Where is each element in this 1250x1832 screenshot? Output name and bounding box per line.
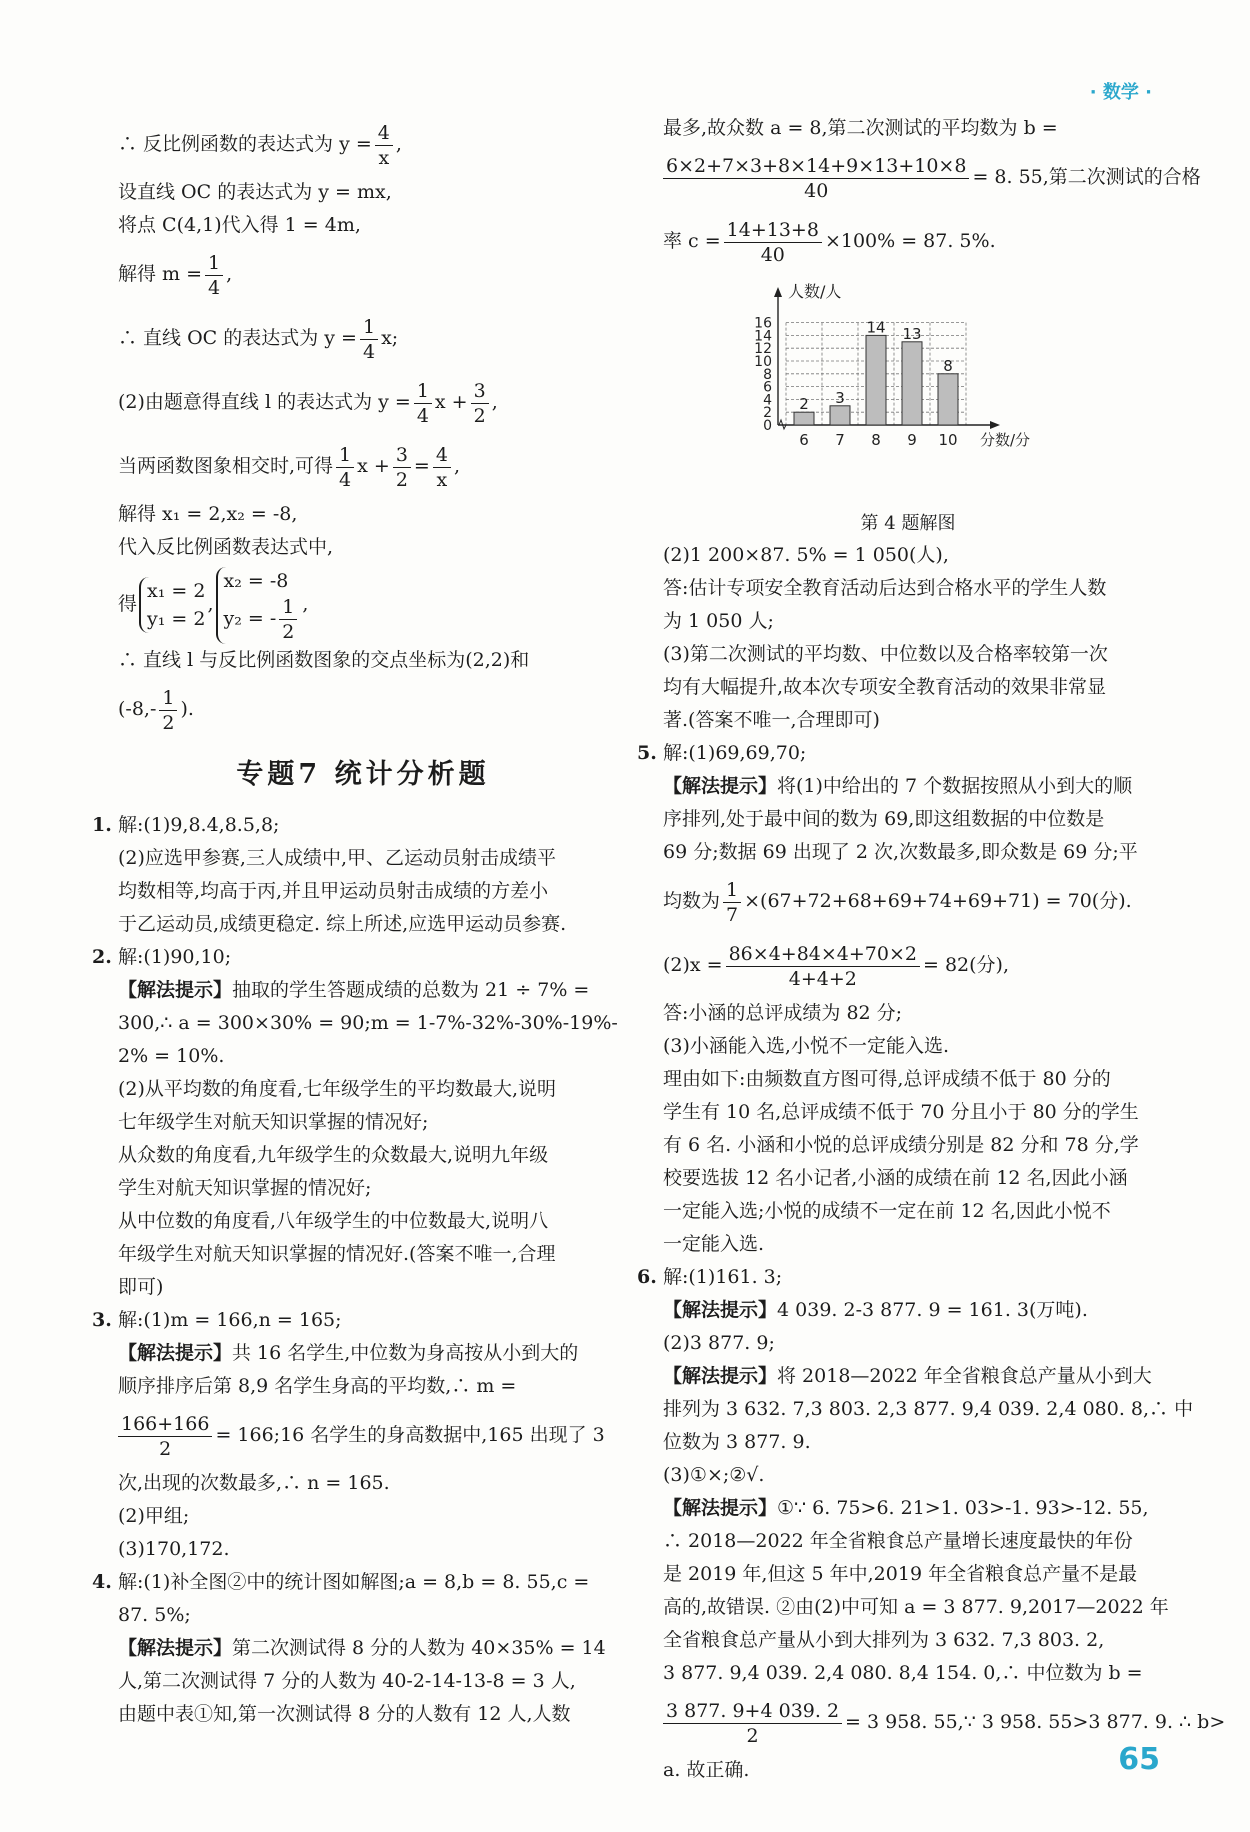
text-line: (-8,- $\frac{1}{2}$ ). <box>118 686 194 734</box>
text-line: 解:(1)90,10; <box>118 946 232 968</box>
question-6 <box>637 1261 1226 1787</box>
question-number: 1. <box>92 814 112 836</box>
question-1 <box>92 809 608 941</box>
text-line: (3)小涵能入选,小悦不一定能入选. <box>663 1035 949 1057</box>
solution-hint-label: 【解法提示】 <box>118 979 233 1001</box>
y-tick-label: 10 <box>754 354 772 370</box>
question-2 <box>92 941 618 1304</box>
text-line: 由题中表①知,第一次测试得 8 分的人数有 12 人,人数 <box>118 1703 571 1725</box>
y-tick-label: 12 <box>754 341 772 358</box>
x-tick-label: 6 <box>799 431 809 449</box>
bar <box>794 412 814 425</box>
page-number: 65 <box>1118 1742 1160 1777</box>
text-line: $\frac{3 877. 9+4 039. 2}{2}$ = 3 958. 55,∵ 3 958. 55>3 877. 9. ∴ b> <box>663 1690 1153 1754</box>
text-line: 人,第二次测试得 7 分的人数为 40-2-14-13-8 = 3 人, <box>118 1670 576 1692</box>
text-line: (3)170,172. <box>118 1538 230 1560</box>
y-axis-arrow <box>774 287 782 297</box>
text-line: 解:(1)69,69,70; <box>663 742 807 764</box>
y-tick-label: 6 <box>763 379 772 396</box>
question-5 <box>637 737 1153 1261</box>
text-line: 即可) <box>118 1276 164 1298</box>
text-line: 【解法提示】4 039. 2-3 877. 9 = 161. 3(万吨). <box>663 1299 1088 1321</box>
solution-hint-label: 【解法提示】 <box>118 1637 233 1659</box>
text-line: 均有大幅提升,故本次专项安全教育活动的效果非常显 <box>663 676 1107 698</box>
text-line: 学生有 10 名,总评成绩不低于 70 分且小于 80 分的学生 <box>663 1101 1139 1123</box>
text-line: 解:(1)161. 3; <box>663 1266 783 1288</box>
question-number: 4. <box>92 1571 112 1593</box>
question-number: 5. <box>637 742 657 764</box>
y-tick-label: 2 <box>763 405 772 422</box>
y-tick-label: 16 <box>754 315 772 332</box>
text-line: 有 6 名. 小涵和小悦的总评成绩分别是 82 分和 78 分,学 <box>663 1134 1139 1156</box>
x-tick-label: 8 <box>871 431 881 449</box>
text-line: 300,∴ a = 300×30% = 90;m = 1-7%-32%-30%-19%- <box>118 1012 618 1034</box>
text-line: ∴ 2018—2022 年全省粮食总产量增长速度最快的年份 <box>663 1530 1133 1552</box>
text-line: 【解法提示】共 16 名学生,中位数为身高按从小到大的 <box>118 1342 579 1364</box>
text-line: 均数相等,均高于丙,并且甲运动员射击成绩的方差小 <box>118 880 549 902</box>
solution-hint-label: 【解法提示】 <box>663 775 778 797</box>
text-line: 69 分;数据 69 出现了 2 次,次数最多,即众数是 69 分;平 <box>663 841 1138 863</box>
text-line: (2)从平均数的角度看,七年级学生的平均数最大,说明 <box>118 1078 556 1100</box>
text-line: ∴ 直线 l 与反比例函数图象的交点坐标为(2,2)和 <box>118 649 530 671</box>
y-axis-title: 人数/人 <box>788 282 842 301</box>
text-line: 2% = 10%. <box>118 1045 225 1067</box>
text-line: (2)由题意得直线 l 的表达式为 y = $\frac{1}{4}$ x + $\frac{3}{2}$ , <box>118 379 498 427</box>
text-line: ∴ 直线 OC 的表达式为 y = $\frac{1}{4}$ x; <box>118 315 399 363</box>
text-line: 解:(1)补全图②中的统计图如解图;a = 8,b = 8. 55,c = <box>118 1571 590 1593</box>
y-tick-label: 0 <box>763 418 772 434</box>
text-line: 答:小涵的总评成绩为 82 分; <box>663 1002 903 1024</box>
text-line: 从众数的角度看,九年级学生的众数最大,说明九年级 <box>118 1144 549 1166</box>
text-line: 一定能入选. <box>663 1233 765 1255</box>
bar <box>830 406 850 425</box>
text-line: 年级学生对航天知识掌握的情况好.(答案不唯一,合理 <box>118 1243 556 1265</box>
solution-hint-label: 【解法提示】 <box>663 1365 778 1387</box>
text-line: 从中位数的角度看,八年级学生的中位数最大,说明八 <box>118 1210 549 1232</box>
text-line: 校要选拔 12 名小记者,小涵的成绩在前 12 名,因此小涵 <box>663 1167 1128 1189</box>
text-line: 均数为 $\frac{1}{7}$ ×(67+72+68+69+74+69+71) = 70(分). <box>663 878 1132 926</box>
text-line: 著.(答案不唯一,合理即可) <box>663 709 880 731</box>
text-line: (2)x = $\frac{86\times 4+84\times 4+70\times 2}{4+4+2}$ = 82(分), <box>663 942 1010 990</box>
x-tick-label: 7 <box>835 431 845 449</box>
text-line: 最多,故众数 a = 8,第二次测试的平均数为 b = <box>663 117 1058 139</box>
text-line: 【解法提示】①∵ 6. 75>6. 21>1. 03>-1. 93>-12. 55, <box>663 1497 1149 1519</box>
text-line: (2)应选甲参赛,三人成绩中,甲、乙运动员射击成绩平 <box>118 847 556 869</box>
text-line: 于乙运动员,成绩更稳定. 综上所述,应选甲运动员参赛. <box>118 913 567 935</box>
text-line: 排列为 3 632. 7,3 803. 2,3 877. 9,4 039. 2,4 080. 8,∴ 中 <box>663 1398 1194 1420</box>
y-tick-label: 14 <box>754 328 772 345</box>
x-tick-label: 9 <box>907 431 917 449</box>
text-line: 为 1 050 人; <box>663 610 774 632</box>
text-line: 【解法提示】抽取的学生答题成绩的总数为 21 ÷ 7% = <box>118 979 590 1001</box>
text-line: 次,出现的次数最多,∴ n = 165. <box>118 1472 390 1494</box>
text-line: 解得 m = $\frac{1}{4}$ , <box>118 251 233 299</box>
bar-chart <box>663 277 1153 507</box>
y-tick-label: 4 <box>763 392 772 409</box>
text-line: $\frac{166+166}{2}$ = 166;16 名学生的身高数据中,165 出现了 3 <box>118 1403 608 1467</box>
text-line: 一定能入选;小悦的成绩不一定在前 12 名,因此小悦不 <box>663 1200 1111 1222</box>
chart-caption: 第 4 题解图 <box>860 513 956 534</box>
bar-value-label: 14 <box>866 318 886 337</box>
text-line: 高的,故错误. ②由(2)中可知 a = 3 877. 9,2017—2022 年 <box>663 1596 1169 1618</box>
text-line: 答:估计专项安全教育活动后达到合格水平的学生人数 <box>663 577 1107 599</box>
text-line: 学生对航天知识掌握的情况好; <box>118 1177 372 1199</box>
text-line: 顺序排序后第 8,9 名学生身高的平均数,∴ m = <box>118 1375 517 1397</box>
section-title: 专题7 统计分析题 <box>236 759 490 790</box>
question-number: 2. <box>92 946 112 968</box>
right-column <box>637 112 1226 1787</box>
text-line: 解:(1)9,8.4,8.5,8; <box>118 814 280 836</box>
bar-value-label: 3 <box>835 388 845 407</box>
bar-chart-svg <box>663 277 1153 507</box>
solution-hint-label: 【解法提示】 <box>663 1299 778 1321</box>
text-line: 解:(1)m = 166,n = 165; <box>118 1309 342 1331</box>
text-line: 3 877. 9,4 039. 2,4 080. 8,4 154. 0,∴ 中位数为 b = <box>663 1662 1143 1684</box>
text-line: 序排列,处于最中间的数为 69,即这组数据的中位数是 <box>663 808 1105 830</box>
text-line: a. 故正确. <box>663 1759 750 1781</box>
text-line: $\frac{6\times 2+7\times 3+8\times 14+9\times 13+10\times 8}{40}$ = 8. 55,第二次测试的合格 <box>663 145 1153 209</box>
text-line: 理由如下:由频数直方图可得,总评成绩不低于 80 分的 <box>663 1068 1111 1090</box>
solution-hint-label: 【解法提示】 <box>663 1497 778 1519</box>
x-axis-title: 分数/分 <box>980 431 1031 449</box>
x-tick-label: 10 <box>938 431 958 449</box>
text-line: 【解法提示】将 2018—2022 年全省粮食总产量从小到大 <box>663 1365 1152 1387</box>
text-line: 设直线 OC 的表达式为 y = mx, <box>118 181 392 203</box>
bar-value-label: 8 <box>943 356 953 375</box>
text-line: 是 2019 年,但这 5 年中,2019 年全省粮食总产量不是最 <box>663 1563 1138 1585</box>
subject-header: · 数学 · <box>1089 82 1152 103</box>
solution-hint-label: 【解法提示】 <box>118 1342 233 1364</box>
text-line: ∴ 反比例函数的表达式为 y = $\frac{4}{x}$ , <box>118 121 402 169</box>
text-line: (3)第二次测试的平均数、中位数以及合格率较第一次 <box>663 643 1108 665</box>
left-column <box>92 112 618 1731</box>
text-line: (2)1 200×87. 5% = 1 050(人), <box>663 544 949 566</box>
text-line: 解得 x₁ = 2,x₂ = -8, <box>118 503 298 525</box>
bar <box>902 342 922 425</box>
x-axis-arrow <box>990 421 1000 429</box>
text-line: 87. 5%; <box>118 1604 191 1626</box>
question-number: 6. <box>637 1266 657 1288</box>
text-line: 得 x₁ = 2 y₁ = 2 , x₂ = -8 y₂ = - $\frac{1}{2}$ , <box>118 564 608 644</box>
bar <box>866 335 886 425</box>
text-line: (3)①×;②√. <box>663 1464 765 1486</box>
text-line: 【解法提示】将(1)中给出的 7 个数据按照从小到大的顺 <box>663 775 1133 797</box>
question-number: 3. <box>92 1309 112 1331</box>
y-tick-label: 8 <box>763 366 772 383</box>
text-line: 位数为 3 877. 9. <box>663 1431 811 1453</box>
text-line: 全省粮食总产量从小到大排列为 3 632. 7,3 803. 2, <box>663 1629 1105 1651</box>
bar-value-label: 2 <box>799 395 809 414</box>
bar-value-label: 13 <box>902 324 922 343</box>
question-3 <box>92 1304 608 1566</box>
text-line: 将点 C(4,1)代入得 1 = 4m, <box>118 214 361 236</box>
text-line: 代入反比例函数表达式中, <box>118 536 334 558</box>
text-line: (2)甲组; <box>118 1505 190 1527</box>
text-line: (2)3 877. 9; <box>663 1332 775 1354</box>
text-line: 【解法提示】第二次测试得 8 分的人数为 40×35% = 14 <box>118 1637 606 1659</box>
text-line: 七年级学生对航天知识掌握的情况好; <box>118 1111 429 1133</box>
bar <box>938 374 958 425</box>
text-line: 率 c = $\frac{14+13+8}{40}$ ×100% = 87. 5%. <box>663 218 996 266</box>
question-4 <box>92 1566 608 1731</box>
text-line: 当两函数图象相交时,可得 $\frac{1}{4}$ x + $\frac{3}{2}$ = $\frac{4}{x}$ , <box>118 443 460 491</box>
